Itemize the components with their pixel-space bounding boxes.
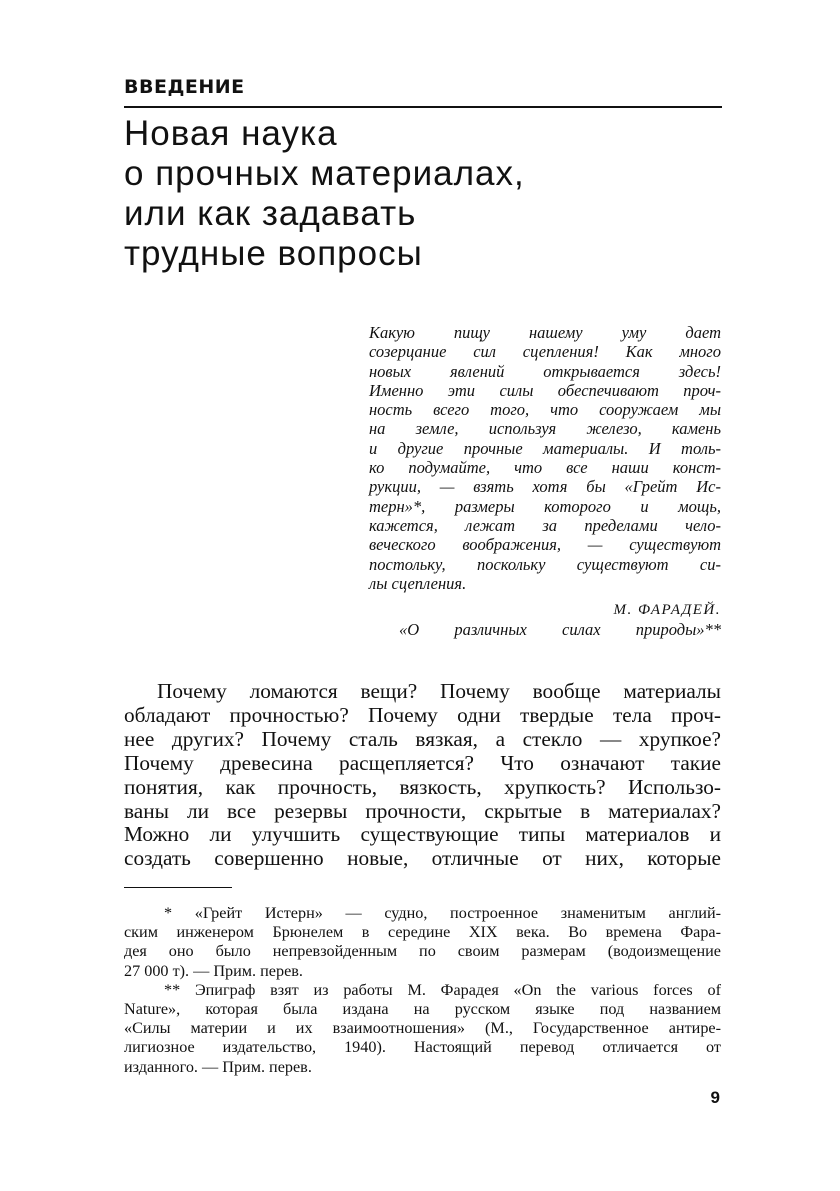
chapter-title: [124, 114, 525, 274]
epigraph-line: Какую пищу нашему уму дает: [369, 323, 721, 342]
section-label: ВВЕДЕНИЕ: [124, 76, 245, 98]
page-number: 9: [710, 1088, 720, 1107]
footnote-rule: [124, 887, 232, 888]
body-paragraph: [124, 680, 721, 871]
section-rule: [124, 106, 722, 108]
epigraph-line: новых явлений открывается здесь!: [369, 361, 721, 381]
epigraph-line: ко подумайте, что все наши конст-: [369, 458, 721, 478]
footnote-line: ским инженером Брюнелем в середине XIX века. Во времена Фара-: [124, 923, 721, 942]
epigraph-line: Именно эти силы обеспечивают проч-: [369, 380, 721, 400]
epigraph-line: рукции, — взять хотя бы «Грейт Ис-: [369, 477, 721, 497]
epigraph-line: созерцание сил сцепления! Как много: [369, 342, 721, 362]
footnote-line: * «Грейт Истерн» — судно, построенное знаменитым англий-: [164, 904, 721, 922]
body-line: Почему ломаются вещи? Почему вообще материалы: [157, 679, 721, 703]
epigraph-line: лы сцепления.: [369, 573, 467, 593]
epigraph-author: М. ФАРАДЕЙ.: [613, 602, 721, 619]
body-line: ваны ли все резервы прочности, скрытые в материалах?: [124, 798, 721, 823]
body-line: Почему древесина расщепляется? Что означают такие: [124, 750, 721, 775]
epigraph-line: кажется, лежат за пределами чело-: [369, 515, 721, 535]
epigraph: [369, 323, 721, 640]
body-line: нее других? Почему сталь вязкая, а стекло — хрупкое?: [124, 726, 721, 751]
footnotes: [124, 904, 721, 1077]
body-line: создать совершенно новые, отличные от них, которые: [124, 846, 721, 871]
body-line: Можно ли улучшить существующие типы материалов и: [124, 822, 721, 847]
epigraph-line: постольку, поскольку существуют си-: [369, 554, 721, 574]
epigraph-line: терн»*, размеры которого и мощь,: [369, 496, 721, 516]
title-line: или как задавать: [124, 194, 417, 233]
epigraph-line: на земле, используя железо, камень: [369, 419, 721, 439]
footnote-line: 27 000 т). — Прим. перев.: [124, 961, 303, 980]
epigraph-line: веческого воображения, — существуют: [369, 535, 721, 555]
footnote-line: лигиозное издательство, 1940). Настоящий перевод отличается от: [124, 1038, 721, 1057]
footnote-line: «Силы материи и их взаимоотношения» (М., Государственное антире-: [124, 1019, 721, 1038]
footnote-line: дея оно было непревзойденным по своим размерам (водоизмещение: [124, 942, 721, 961]
footnote-line: ** Эпиграф взят из работы М. Фарадея «On the various forces of: [164, 980, 721, 999]
epigraph-line: и другие прочные материалы. И толь-: [369, 438, 721, 458]
epigraph-line: ность всего того, что сооружаем мы: [369, 400, 721, 420]
title-line: о прочных материалах,: [124, 154, 525, 193]
body-line: понятия, как прочность, вязкость, хрупкость? Использо-: [124, 774, 721, 799]
footnote-line: изданного. — Прим. перев.: [124, 1057, 312, 1076]
footnote-line: Nature», которая была издана на русском языке под названием: [124, 1000, 721, 1019]
epigraph-source: «О различных силах природы»**: [399, 620, 721, 640]
body-line: обладают прочностью? Почему одни твердые тела проч-: [124, 702, 721, 727]
title-line: Новая наука: [124, 114, 338, 153]
title-line: трудные вопросы: [124, 234, 423, 273]
